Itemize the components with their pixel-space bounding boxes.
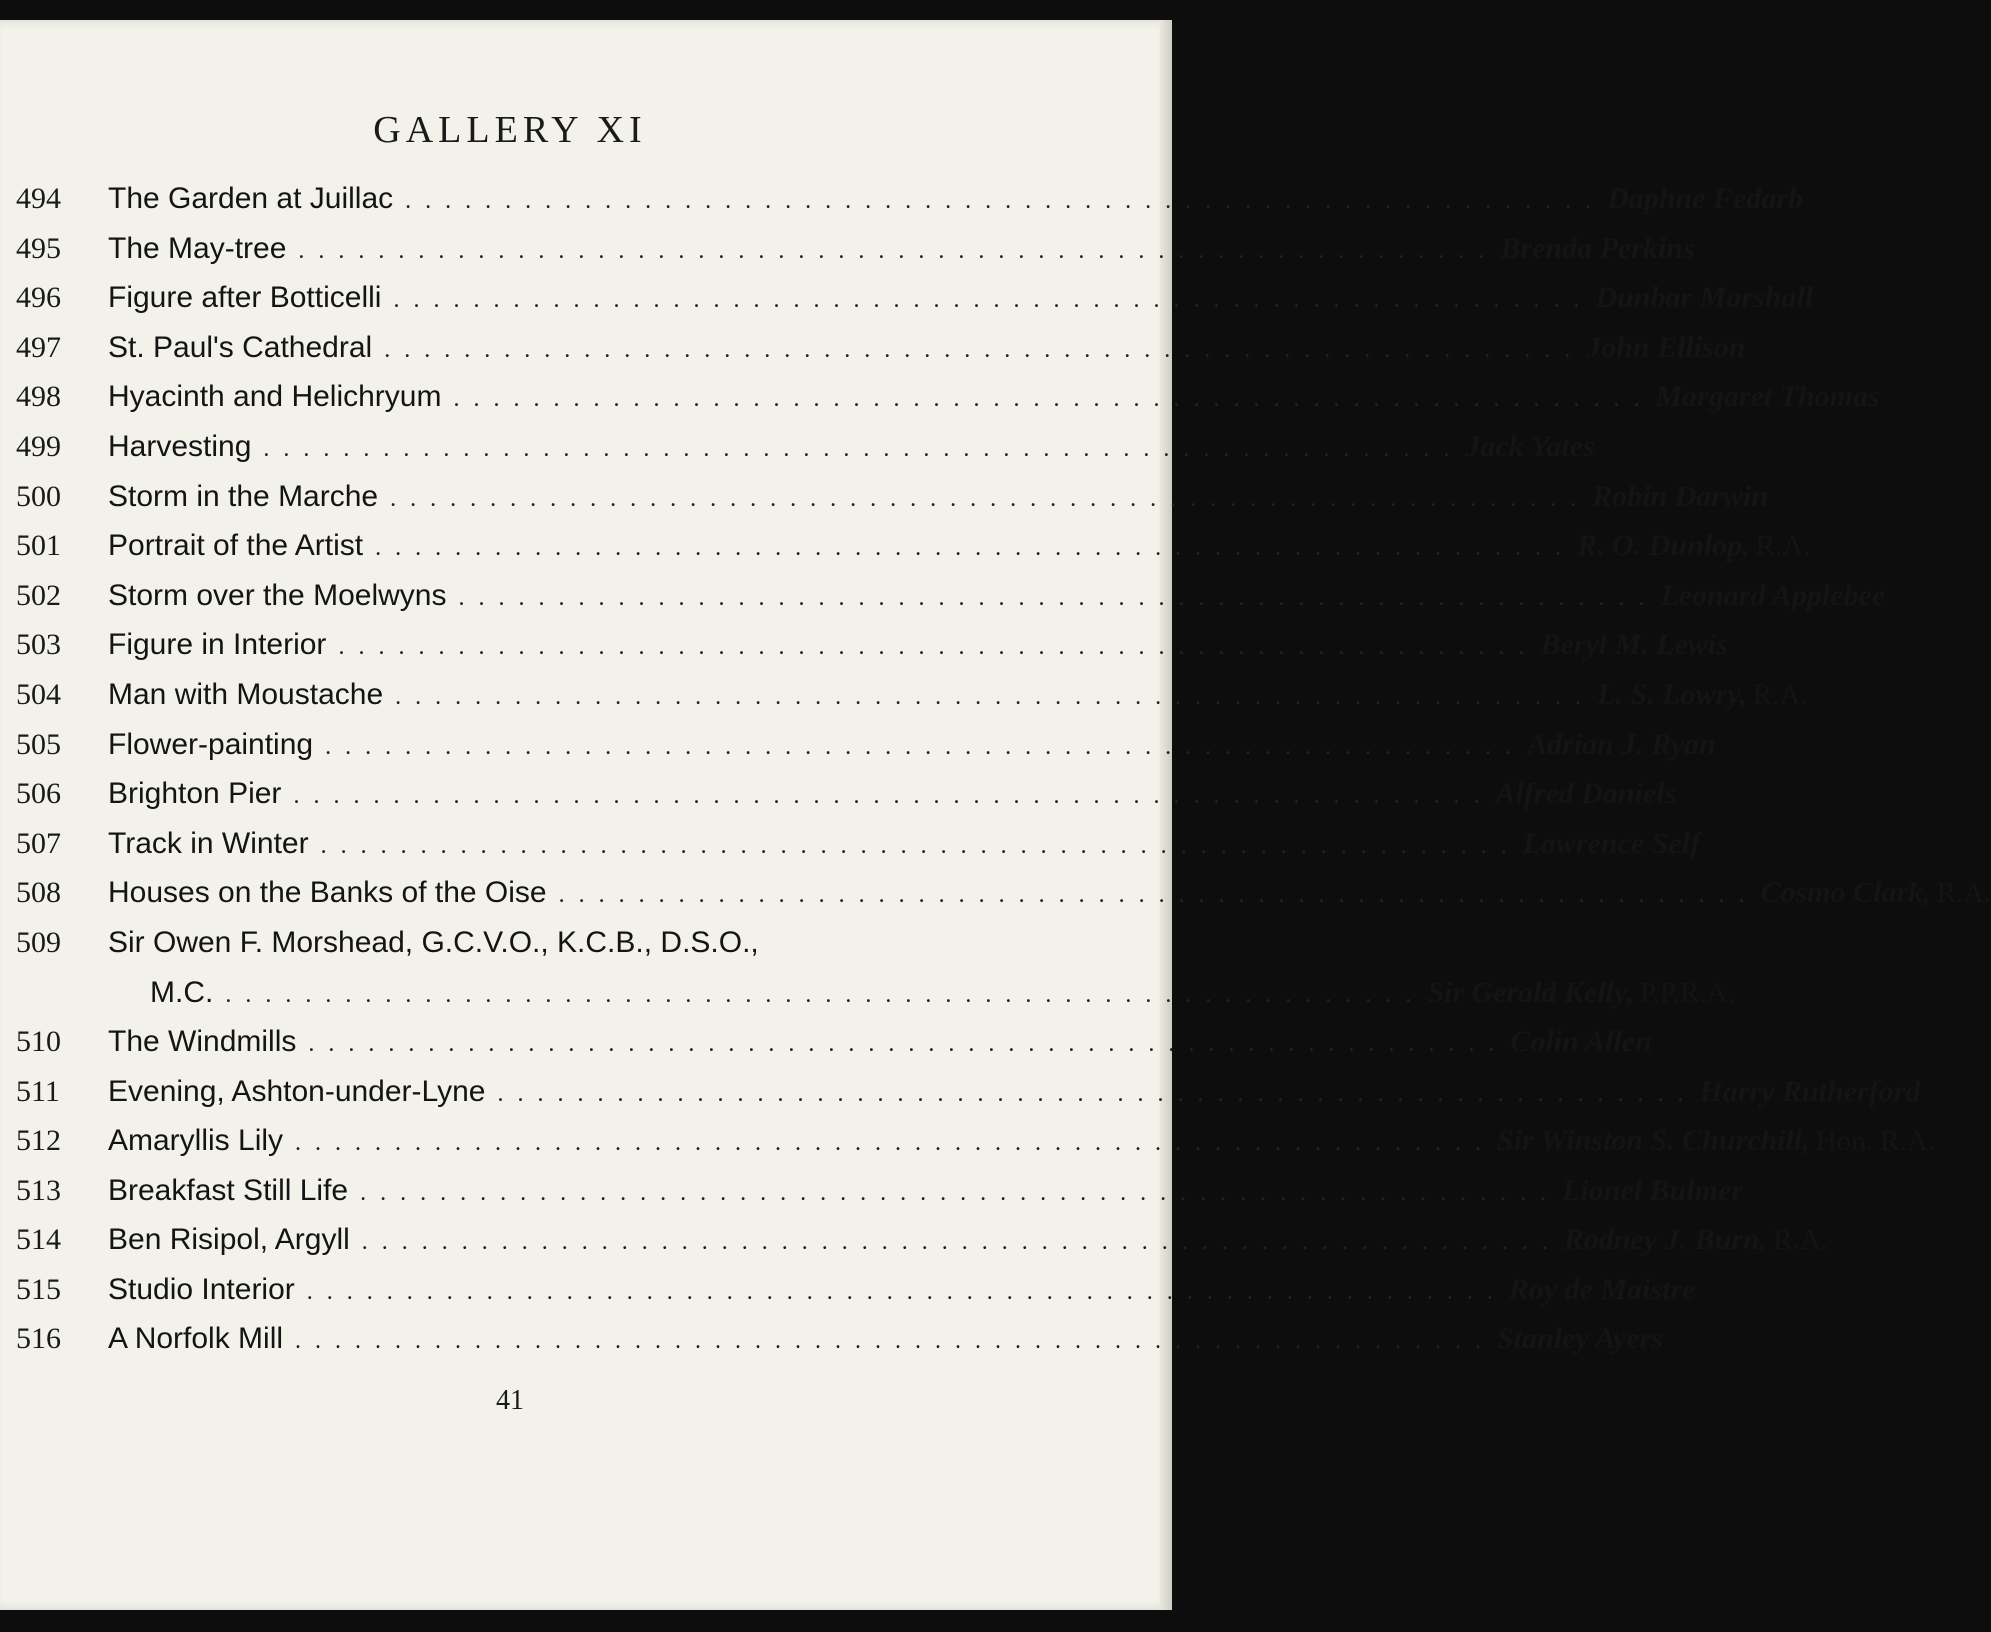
entry-artist: Beryl M. Lewis	[1540, 628, 1728, 662]
entry-artist: Alfred Daniels	[1495, 777, 1677, 811]
entry-number: 501	[16, 529, 61, 563]
catalogue-entry	[16, 677, 1808, 728]
entry-title: Figure after Botticelli	[108, 281, 382, 315]
entry-artist-suffix: R.A.	[1773, 1224, 1828, 1257]
entry-number: 512	[16, 1124, 61, 1158]
entry-title: Evening, Ashton-under-Lyne	[108, 1074, 486, 1108]
entry-title: Sir Owen F. Morshead, G.C.V.O., K.C.B., D.S.O.,	[108, 925, 759, 959]
catalogue-entry	[16, 727, 1716, 778]
entry-title: The May-tree	[108, 231, 287, 265]
entry-artist-suffix: Hon. R.A.	[1815, 1125, 1935, 1158]
entry-title: Breakfast Still Life	[108, 1173, 349, 1207]
entry-artist: John Ellison	[1586, 330, 1746, 364]
entry-artist: Lawrence Self	[1522, 826, 1701, 860]
catalogue-entry	[16, 529, 1811, 579]
leader-dots: . . . . . . . . . . . . . . . . . . . . . . . . . . . . . . . . . . . . . . . . . . . . . . . . . . . . . . . . . . . .	[390, 485, 1581, 512]
catalogue-entry	[16, 182, 1804, 232]
entry-title: Brighton Pier	[108, 777, 282, 811]
entry-artist-suffix: R.A.	[1752, 678, 1808, 711]
entry-title: The Garden at Juillac	[108, 182, 394, 215]
entry-artist: Rodney J. Burn,	[1563, 1223, 1768, 1257]
entry-title: Hyacinth and Helichryum	[108, 380, 442, 414]
catalogue-entry	[16, 380, 1880, 430]
catalogue-entry	[16, 1223, 1828, 1273]
entry-number: 508	[16, 876, 61, 910]
leader-dots: . . . . . . . . . . . . . . . . . . . . . . . . . . . . . . . . . . . . . . . . . . . . . . . . . . . . . . . . . . . .	[308, 1030, 1499, 1057]
leader-dots: . . . . . . . . . . . . . . . . . . . . . . . . . . . . . . . . . . . . . . . . . . . . . . . . . . . . . . . . . . . .	[405, 188, 1596, 214]
entry-artist: Adrian J. Ryan	[1527, 727, 1716, 761]
leader-dots: . . . . . . . . . . . . . . . . . . . . . . . . . . . . . . . . . . . . . . . . . . . . . . . . . . . . . . . . . . . .	[295, 1130, 1486, 1157]
entry-artist: R. O. Dunlop,	[1577, 529, 1750, 563]
catalogue-entry	[16, 777, 1677, 827]
catalogue-entry	[16, 479, 1769, 530]
entry-artist: L. S. Lowry,	[1597, 677, 1747, 711]
entry-number: 505	[16, 727, 61, 761]
entry-title: Storm in the Marche	[108, 479, 379, 513]
entry-title: Houses on the Banks of the Oise	[108, 876, 547, 910]
entry-title: Harvesting	[108, 429, 252, 463]
entry-number: 502	[16, 578, 61, 612]
leader-dots: . . . . . . . . . . . . . . . . . . . . . . . . . . . . . . . . . . . . . . . . . . . . . . . . . . . . . . . . . . . .	[293, 783, 1484, 810]
entry-artist: Colin Allen	[1510, 1024, 1652, 1058]
entry-artist: Jack Yates	[1465, 429, 1595, 463]
entry-artist: Dunbar Marshall	[1595, 281, 1814, 315]
entry-number: 513	[16, 1173, 61, 1207]
entry-title: Figure in Interior	[108, 628, 327, 662]
gallery-title: GALLERY XI	[373, 109, 647, 151]
entry-number: 495	[16, 231, 61, 265]
catalogue-entry	[16, 925, 1735, 1025]
entry-title: Storm over the Moelwyns	[108, 578, 447, 612]
leader-dots: . . . . . . . . . . . . . . . . . . . . . . . . . . . . . . . . . . . . . . . . . . . . . . . . . . . . . . . . . . . .	[497, 1080, 1688, 1107]
entry-title: Man with Moustache	[108, 677, 384, 711]
leader-dots: . . . . . . . . . . . . . . . . . . . . . . . . . . . . . . . . . . . . . . . . . . . . . . . . . . . . . . . . . . . .	[298, 237, 1489, 264]
entry-title: Studio Interior	[108, 1272, 295, 1306]
entry-title: Track in Winter	[108, 826, 309, 860]
entry-artist-suffix: R.A.	[1936, 877, 1991, 910]
entry-title: Amaryllis Lily	[108, 1124, 284, 1158]
leader-dots: . . . . . . . . . . . . . . . . . . . . . . . . . . . . . . . . . . . . . . . . . . . . . . . . . . . . . . . . . . . .	[295, 1328, 1486, 1355]
entry-artist-suffix: P.P.R.A.	[1639, 976, 1735, 1009]
entry-title: St. Paul's Cathedral	[108, 330, 373, 364]
entry-title-continued: M.C.	[150, 975, 214, 1009]
catalogue-list	[16, 182, 1991, 1372]
entry-title: Portrait of the Artist	[108, 529, 364, 563]
entry-artist-suffix: R.A.	[1755, 530, 1811, 563]
leader-dots: . . . . . . . . . . . . . . . . . . . . . . . . . . . . . . . . . . . . . . . . . . . . . . . . . . . . . . . . . . . .	[393, 287, 1584, 314]
catalogue-entry	[16, 876, 1991, 926]
entry-number: 496	[16, 281, 61, 315]
entry-artist: Daphne Fedarb	[1607, 182, 1804, 215]
entry-number: 506	[16, 777, 61, 811]
catalogue-entry	[16, 1322, 1663, 1372]
catalogue-entry	[16, 826, 1701, 877]
entry-number: 516	[16, 1322, 61, 1356]
leader-dots: . . . . . . . . . . . . . . . . . . . . . . . . . . . . . . . . . . . . . . . . . . . . . . . . . . . . . . . . . . . .	[453, 386, 1644, 413]
leader-dots: . . . . . . . . . . . . . . . . . . . . . . . . . . . . . . . . . . . . . . . . . . . . . . . . . . . . . . . . . . . .	[395, 683, 1586, 710]
catalogue-entry	[16, 1124, 1935, 1174]
entry-artist: Leonard Applebee	[1660, 578, 1886, 612]
leader-dots: . . . . . . . . . . . . . . . . . . . . . . . . . . . . . . . . . . . . . . . . . . . . . . . . . . . . . . . . . . . .	[225, 981, 1416, 1008]
entry-artist: Margaret Thomas	[1655, 380, 1880, 414]
catalogue-entry	[16, 1272, 1696, 1323]
leader-dots: . . . . . . . . . . . . . . . . . . . . . . . . . . . . . . . . . . . . . . . . . . . . . . . . . . . . . . . . . . . .	[320, 832, 1511, 859]
leader-dots: . . . . . . . . . . . . . . . . . . . . . . . . . . . . . . . . . . . . . . . . . . . . . . . . . . . . . . . . . . . .	[361, 1229, 1552, 1256]
catalogue-entry	[16, 628, 1728, 678]
leader-dots: . . . . . . . . . . . . . . . . . . . . . . . . . . . . . . . . . . . . . . . . . . . . . . . . . . . . . . . . . . . .	[306, 1278, 1497, 1305]
entry-number: 509	[16, 925, 61, 959]
entry-artist: Harry Rutherford	[1699, 1074, 1921, 1108]
catalogue-entry	[16, 1173, 1743, 1224]
entry-number: 499	[16, 429, 61, 463]
entry-number: 498	[16, 380, 61, 414]
catalogue-entry	[16, 578, 1886, 629]
entry-line-1	[16, 926, 1006, 976]
catalogue-entry	[16, 231, 1695, 282]
entry-number: 503	[16, 628, 61, 662]
entry-number: 515	[16, 1272, 61, 1306]
catalogue-entry	[16, 429, 1595, 480]
leader-dots: . . . . . . . . . . . . . . . . . . . . . . . . . . . . . . . . . . . . . . . . . . . . . . . . . . . . . . . . . . . .	[360, 1179, 1551, 1206]
catalogue-entry	[16, 281, 1814, 331]
entry-artist: Sir Winston S. Churchill,	[1497, 1124, 1810, 1158]
entry-number: 500	[16, 479, 61, 513]
catalogue-entry	[16, 330, 1746, 381]
entry-artist: Lionel Bulmer	[1562, 1173, 1743, 1207]
catalogue-entry	[16, 1074, 1921, 1125]
leader-dots: . . . . . . . . . . . . . . . . . . . . . . . . . . . . . . . . . . . . . . . . . . . . . . . . . . . . . . . . . . . .	[325, 733, 1516, 760]
page-number: 41	[496, 1385, 524, 1416]
entry-number: 511	[16, 1074, 60, 1108]
entry-title: A Norfolk Mill	[108, 1322, 284, 1356]
entry-number: 494	[16, 182, 61, 215]
entry-artist: Roy de Maistre	[1508, 1272, 1696, 1306]
leader-dots: . . . . . . . . . . . . . . . . . . . . . . . . . . . . . . . . . . . . . . . . . . . . . . . . . . . . . . . . . . . .	[384, 336, 1575, 363]
leader-dots: . . . . . . . . . . . . . . . . . . . . . . . . . . . . . . . . . . . . . . . . . . . . . . . . . . . . . . . . . . . .	[558, 882, 1749, 909]
leader-dots: . . . . . . . . . . . . . . . . . . . . . . . . . . . . . . . . . . . . . . . . . . . . . . . . . . . . . . . . . . . .	[263, 435, 1454, 462]
entry-number: 510	[16, 1024, 61, 1058]
entry-title: Flower-painting	[108, 727, 314, 761]
leader-dots: . . . . . . . . . . . . . . . . . . . . . . . . . . . . . . . . . . . . . . . . . . . . . . . . . . . . . . . . . . . .	[458, 584, 1649, 611]
entry-number: 507	[16, 826, 61, 860]
entry-number: 497	[16, 330, 61, 364]
entry-artist: Cosmo Clark,	[1760, 876, 1931, 910]
entry-artist: Sir Gerald Kelly,	[1427, 975, 1634, 1009]
entry-number: 504	[16, 677, 61, 711]
leader-dots: . . . . . . . . . . . . . . . . . . . . . . . . . . . . . . . . . . . . . . . . . . . . . . . . . . . . . . . . . . . .	[338, 634, 1529, 661]
entry-artist: Stanley Ayers	[1497, 1322, 1663, 1356]
entry-line-2	[16, 975, 1735, 1010]
entry-title: Ben Risipol, Argyll	[108, 1223, 350, 1257]
entry-artist: Brenda Perkins	[1500, 231, 1695, 265]
entry-artist: Robin Darwin	[1592, 479, 1769, 513]
entry-title: The Windmills	[108, 1024, 297, 1058]
entry-number: 514	[16, 1223, 61, 1257]
leader-dots: . . . . . . . . . . . . . . . . . . . . . . . . . . . . . . . . . . . . . . . . . . . . . . . . . . . . . . . . . . . .	[375, 535, 1566, 562]
catalogue-entry	[16, 1024, 1652, 1075]
